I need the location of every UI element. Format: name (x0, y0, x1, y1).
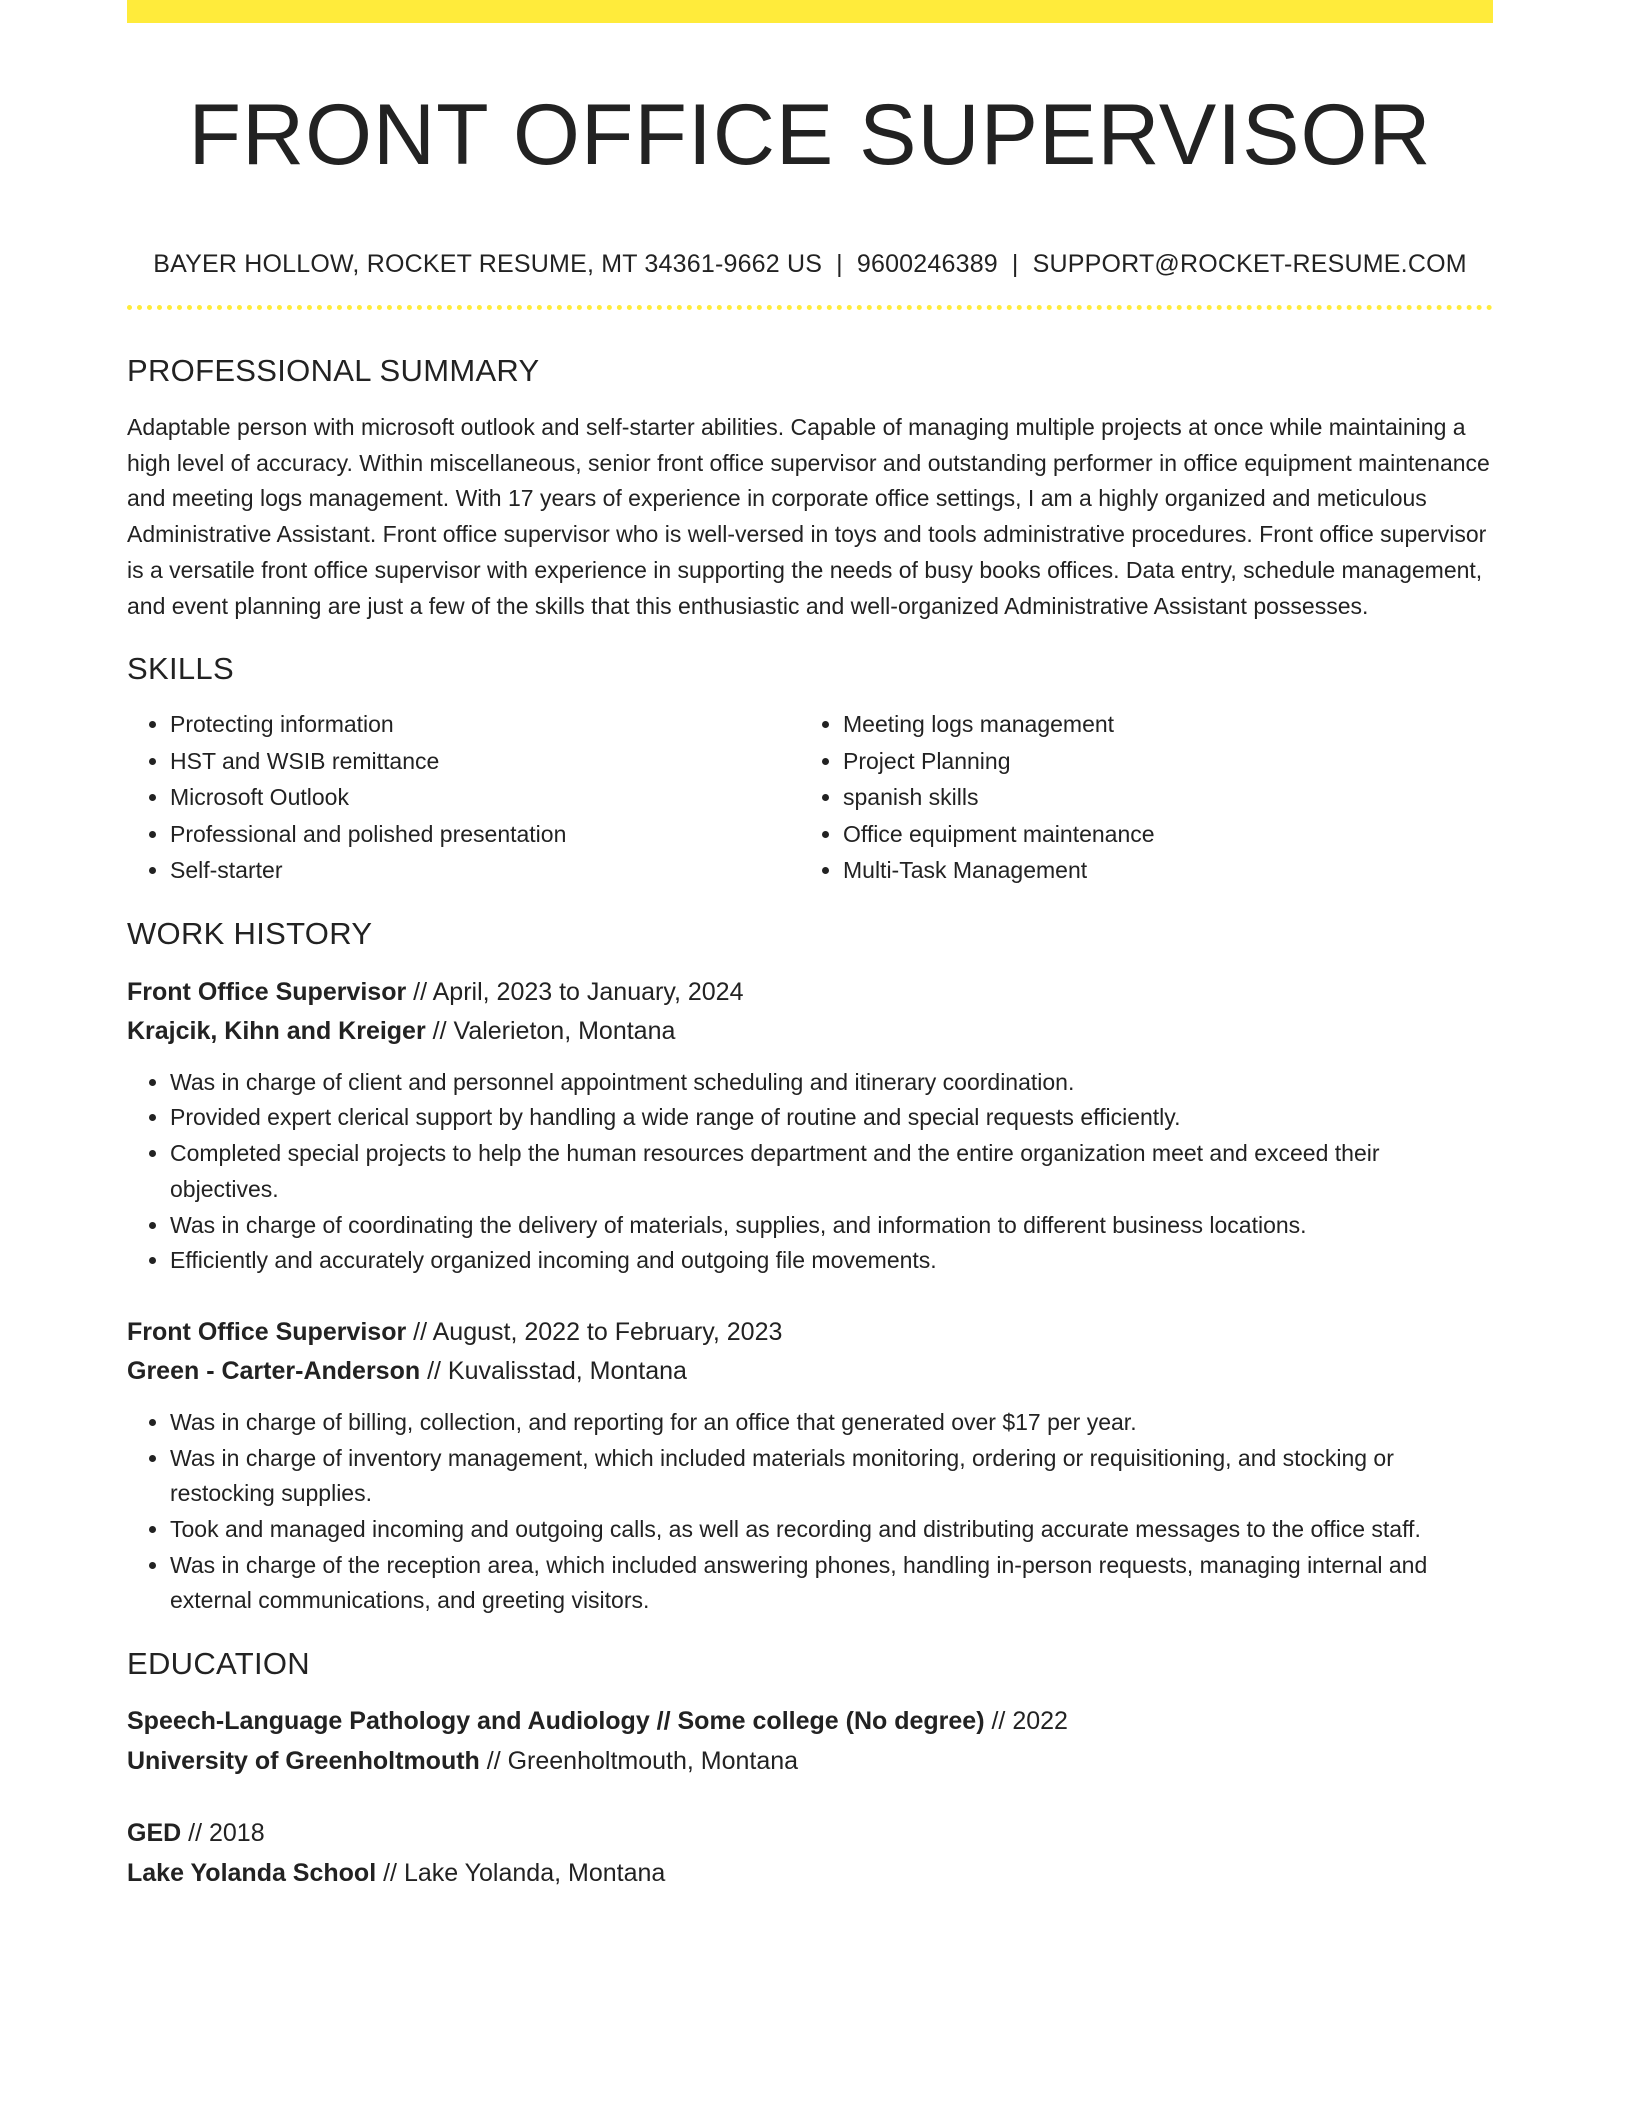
job-company: Green - Carter-Anderson (127, 1356, 421, 1385)
summary-text: Adaptable person with microsoft outlook and self-starter abilities. Capable of managing multiple projects at once while maintaining a high level of accuracy. Within miscellaneous, senior front office supervisor and outstanding performer in office equipment maintenance and meeting logs management. With 17 years of experience in corporate office settings, I am a highly organized and meticulous Administrative Assistant. Front office supervisor who is well-versed in toys and tools administrative procedures. Front office supervisor is a versatile front office supervisor with experience in supporting the needs of busy books offices. Data entry, schedule management, and event planning are just a few of the skills that this enthusiastic and well-organized Administrative Assistant possesses. (127, 414, 1490, 619)
job-bullet: • Was in charge of billing, collection, and reporting for an office that generated over $17 per year. (170, 1405, 1493, 1441)
job-bullet: • Took and managed incoming and outgoing calls, as well as recording and distributing accurate messages to the office staff. (170, 1512, 1493, 1548)
skills-list (127, 706, 1493, 889)
skills-column-left (127, 706, 800, 889)
education-degree: GED (127, 1819, 182, 1848)
job-bullet: • Was in charge of inventory management, which included materials monitoring, ordering or requisitioning, and stocking or restocking supplies. (170, 1441, 1493, 1512)
education-school-line (127, 1853, 1493, 1893)
education-degree-line (127, 1813, 1493, 1853)
skill-item: • Self-starter (170, 852, 800, 889)
skills-heading: SKILLS (127, 651, 234, 687)
education-degree-line (127, 1701, 1493, 1741)
education-degree: Speech-Language Pathology and Audiology // Some college (No degree) (127, 1707, 985, 1736)
job-bullet: • Completed special projects to help the human resources department and the entire organization meet and exceed their objectives. (170, 1136, 1493, 1207)
education-year: // 2022 (991, 1707, 1068, 1736)
job-company-line (127, 1012, 1493, 1051)
job-bullet: • Was in charge of client and personnel appointment scheduling and itinerary coordination. (170, 1065, 1493, 1101)
skill-item: • Microsoft Outlook (170, 779, 800, 816)
skill-item: • Protecting information (170, 706, 800, 743)
job-company-line (127, 1352, 1493, 1391)
header-divider (127, 305, 1493, 310)
education-location: // Lake Yolanda, Montana (383, 1859, 666, 1888)
skill-item: • Professional and polished presentation (170, 816, 800, 853)
education-location: // Greenholtmouth, Montana (486, 1747, 799, 1776)
job-bullet: • Was in charge of the reception area, which included answering phones, handling in-person requests, managing internal and external communications, and greeting visitors. (170, 1548, 1493, 1619)
job-bullet: • Provided expert clerical support by handling a wide range of routine and special requests efficiently. (170, 1100, 1493, 1136)
skill-item: • HST and WSIB remittance (170, 743, 800, 780)
job-role: Front Office Supervisor (127, 1317, 407, 1346)
skill-item: • Project Planning (843, 743, 1473, 780)
skill-item: • Office equipment maintenance (843, 816, 1473, 853)
job-role: Front Office Supervisor (127, 977, 407, 1006)
skills-column-right (800, 706, 1473, 889)
contact-phone: 9600246389 (856, 250, 998, 278)
summary-heading: PROFESSIONAL SUMMARY (127, 353, 540, 388)
job-bullets (127, 1065, 1493, 1279)
candidate-title: FRONT OFFICE SUPERVISOR (188, 87, 1432, 183)
skill-item: • Meeting logs management (843, 706, 1473, 743)
contact-line (127, 249, 1493, 279)
job-company: Krajcik, Kihn and Kreiger (127, 1016, 426, 1045)
skill-item: • Multi-Task Management (843, 852, 1473, 889)
education-entry (127, 1701, 1493, 1781)
education-school: Lake Yolanda School (127, 1859, 377, 1888)
resume-page (127, 0, 1493, 1893)
job-entry (127, 973, 1493, 1279)
job-dates: // April, 2023 to January, 2024 (413, 977, 744, 1006)
job-entry (127, 1313, 1493, 1619)
job-bullets (127, 1405, 1493, 1619)
job-title-line (127, 973, 1493, 1012)
education-year: // 2018 (188, 1819, 265, 1848)
contact-address: BAYER HOLLOW, ROCKET RESUME, MT 34361-9662 US (153, 250, 823, 278)
education-entry (127, 1813, 1493, 1893)
job-title-line (127, 1313, 1493, 1352)
contact-separator: | (836, 250, 843, 278)
education-school: University of Greenholtmouth (127, 1747, 480, 1776)
job-bullet: • Efficiently and accurately organized incoming and outgoing file movements. (170, 1243, 1493, 1279)
job-dates: // August, 2022 to February, 2023 (413, 1317, 783, 1346)
job-bullet: • Was in charge of coordinating the delivery of materials, supplies, and information to different business locations. (170, 1208, 1493, 1244)
work-history-heading: WORK HISTORY (127, 915, 373, 951)
skill-item: • spanish skills (843, 779, 1473, 816)
education-school-line (127, 1741, 1493, 1781)
top-accent-bar (127, 0, 1493, 23)
education-heading: EDUCATION (127, 1646, 310, 1682)
job-location: // Kuvalisstad, Montana (427, 1356, 687, 1385)
contact-separator: | (1011, 250, 1019, 278)
contact-email: SUPPORT@ROCKET-RESUME.COM (1032, 250, 1467, 278)
job-location: // Valerieton, Montana (432, 1016, 676, 1045)
